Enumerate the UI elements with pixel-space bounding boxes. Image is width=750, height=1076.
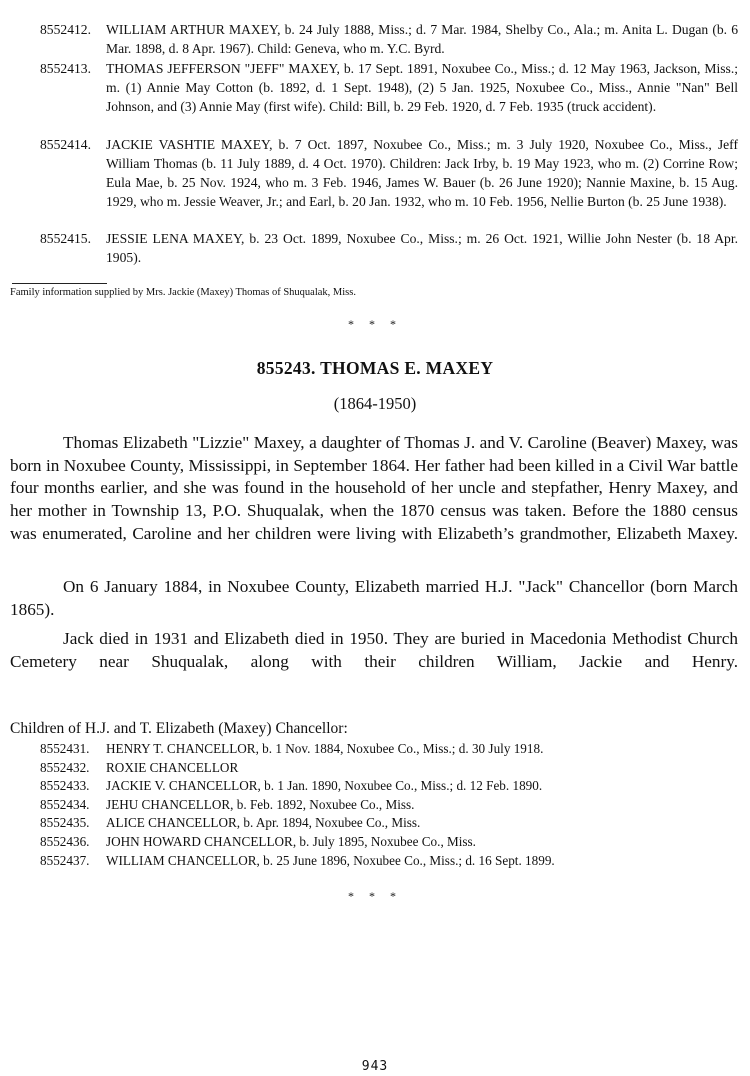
entry-text: JESSIE LENA MAXEY, b. 23 Oct. 1899, Noxubee Co., Miss.; m. 26 Oct. 1921, Willie John Nester (b. 18 Apr. 1905).	[106, 231, 738, 265]
section-heading: 855243. THOMAS E. MAXEY	[256, 358, 494, 378]
child-number: 8552432.	[40, 759, 90, 775]
section-dates: (1864-1950)	[333, 394, 417, 413]
child-text: JOHN HOWARD CHANCELLOR, b. July 1895, Noxubee Co., Miss.	[106, 833, 476, 849]
child-number: 8552435.	[40, 815, 90, 831]
genealogy-entry	[40, 135, 738, 211]
children-list	[40, 740, 555, 870]
footnote: Family information supplied by Mrs. Jackie (Maxey) Thomas of Shuqualak, Miss.	[10, 287, 356, 298]
child-number: 8552437.	[40, 852, 90, 868]
footnote-rule	[12, 283, 107, 284]
body-paragraph: On 6 January 1884, in Noxubee County, Elizabeth married H.J. "Jack" Chancellor (born March 1865).	[10, 577, 738, 619]
child-text: JEHU CHANCELLOR, b. Feb. 1892, Noxubee Co., Miss.	[106, 796, 415, 812]
genealogy-entry	[40, 229, 738, 267]
body-paragraph: Jack died in 1931 and Elizabeth died in 1950. They are buried in Macedonia Methodist Church Cemetery near Shuqualak, along with their children William, Jackie and Henry.	[10, 629, 738, 671]
list-item	[40, 740, 555, 759]
child-number: 8552436.	[40, 833, 90, 849]
page-number: 943	[361, 1059, 389, 1074]
child-number: 8552433.	[40, 778, 90, 794]
child-text: ROXIE CHANCELLOR	[106, 759, 239, 775]
list-item	[40, 796, 555, 815]
list-item	[40, 833, 555, 852]
entry-text: JACKIE VASHTIE MAXEY, b. 7 Oct. 1897, Noxubee Co., Miss.; m. 3 July 1920, Noxubee Co., Miss., Jeff William Thomas (b. 11 July 1889, d. 4 Oct. 1970). Children: Jack Irby, b. 19 May 1923, who m. (2) Corrine Row; Eula Mae, b. 25 Nov. 1924, who m. 3 Feb. 1946, James W. Bauer (b. 26 June 1920); Nannie Maxine, b. 15 Aug. 1929, who m. Jessie Weaver, Jr.; and Earl, b. 20 Jan. 1932, who m. 10 Feb. 1956, Nellie Burton (b. 25 June 1938).	[106, 137, 738, 209]
list-item	[40, 777, 555, 796]
list-item	[40, 814, 555, 833]
list-item	[40, 852, 555, 871]
entry-text: WILLIAM ARTHUR MAXEY, b. 24 July 1888, Miss.; d. 7 Mar. 1984, Shelby Co., Ala.; m. Anita L. Dugan (b. 6 Mar. 1898, d. 8 Apr. 1967). Child: Geneva, who m. Y.C. Byrd.	[106, 22, 738, 56]
genealogy-entry	[40, 59, 738, 116]
section-separator: * * *	[348, 317, 402, 331]
child-text: ALICE CHANCELLOR, b. Apr. 1894, Noxubee Co., Miss.	[106, 815, 421, 831]
section-separator: * * *	[348, 889, 402, 903]
child-text: HENRY T. CHANCELLOR, b. 1 Nov. 1884, Noxubee Co., Miss.; d. 30 July 1918.	[106, 741, 544, 756]
entry-number: 8552413.	[40, 61, 91, 76]
child-number: 8552434.	[40, 796, 90, 812]
child-number: 8552431.	[40, 741, 90, 756]
entry-number: 8552414.	[40, 137, 91, 152]
entry-text: THOMAS JEFFERSON "JEFF" MAXEY, b. 17 Sept. 1891, Noxubee Co., Miss.; d. 12 May 1963, Jackson, Miss.; m. (1) Annie May Cotton (b. 1892, d. 1 Sept. 1948), (2) 5 Jan. 1925, Noxubee Co., Miss., Annie "Nan" Bell Johnson, and (3) Annie May (first wife). Child: Bill, b. 29 Feb. 1920, d. 7 Feb. 1935 (truck accident).	[106, 61, 738, 114]
entry-number: 8552412.	[40, 22, 91, 37]
genealogy-entry	[40, 20, 738, 58]
entry-number: 8552415.	[40, 231, 91, 246]
child-text: WILLIAM CHANCELLOR, b. 25 June 1896, Noxubee Co., Miss.; d. 16 Sept. 1899.	[106, 852, 555, 868]
body-paragraph: Thomas Elizabeth "Lizzie" Maxey, a daughter of Thomas J. and V. Caroline (Beaver) Maxey, was born in Noxubee County, Mississippi, in September 1864. Her father had been killed in a Civil War battle four months earlier, and she was found in the household of her uncle and stepfather, Henry Maxey, and her mother in Township 13, P.O. Shuqualak, when the 1870 census was taken. Before the 1880 census was enumerated, Caroline and her children were living with Elizabeth’s grandmother, Elizabeth Maxey.	[10, 433, 738, 543]
list-item	[40, 759, 555, 778]
child-text: JACKIE V. CHANCELLOR, b. 1 Jan. 1890, Noxubee Co., Miss.; d. 12 Feb. 1890.	[106, 778, 543, 794]
children-heading: Children of H.J. and T. Elizabeth (Maxey) Chancellor:	[10, 720, 348, 737]
